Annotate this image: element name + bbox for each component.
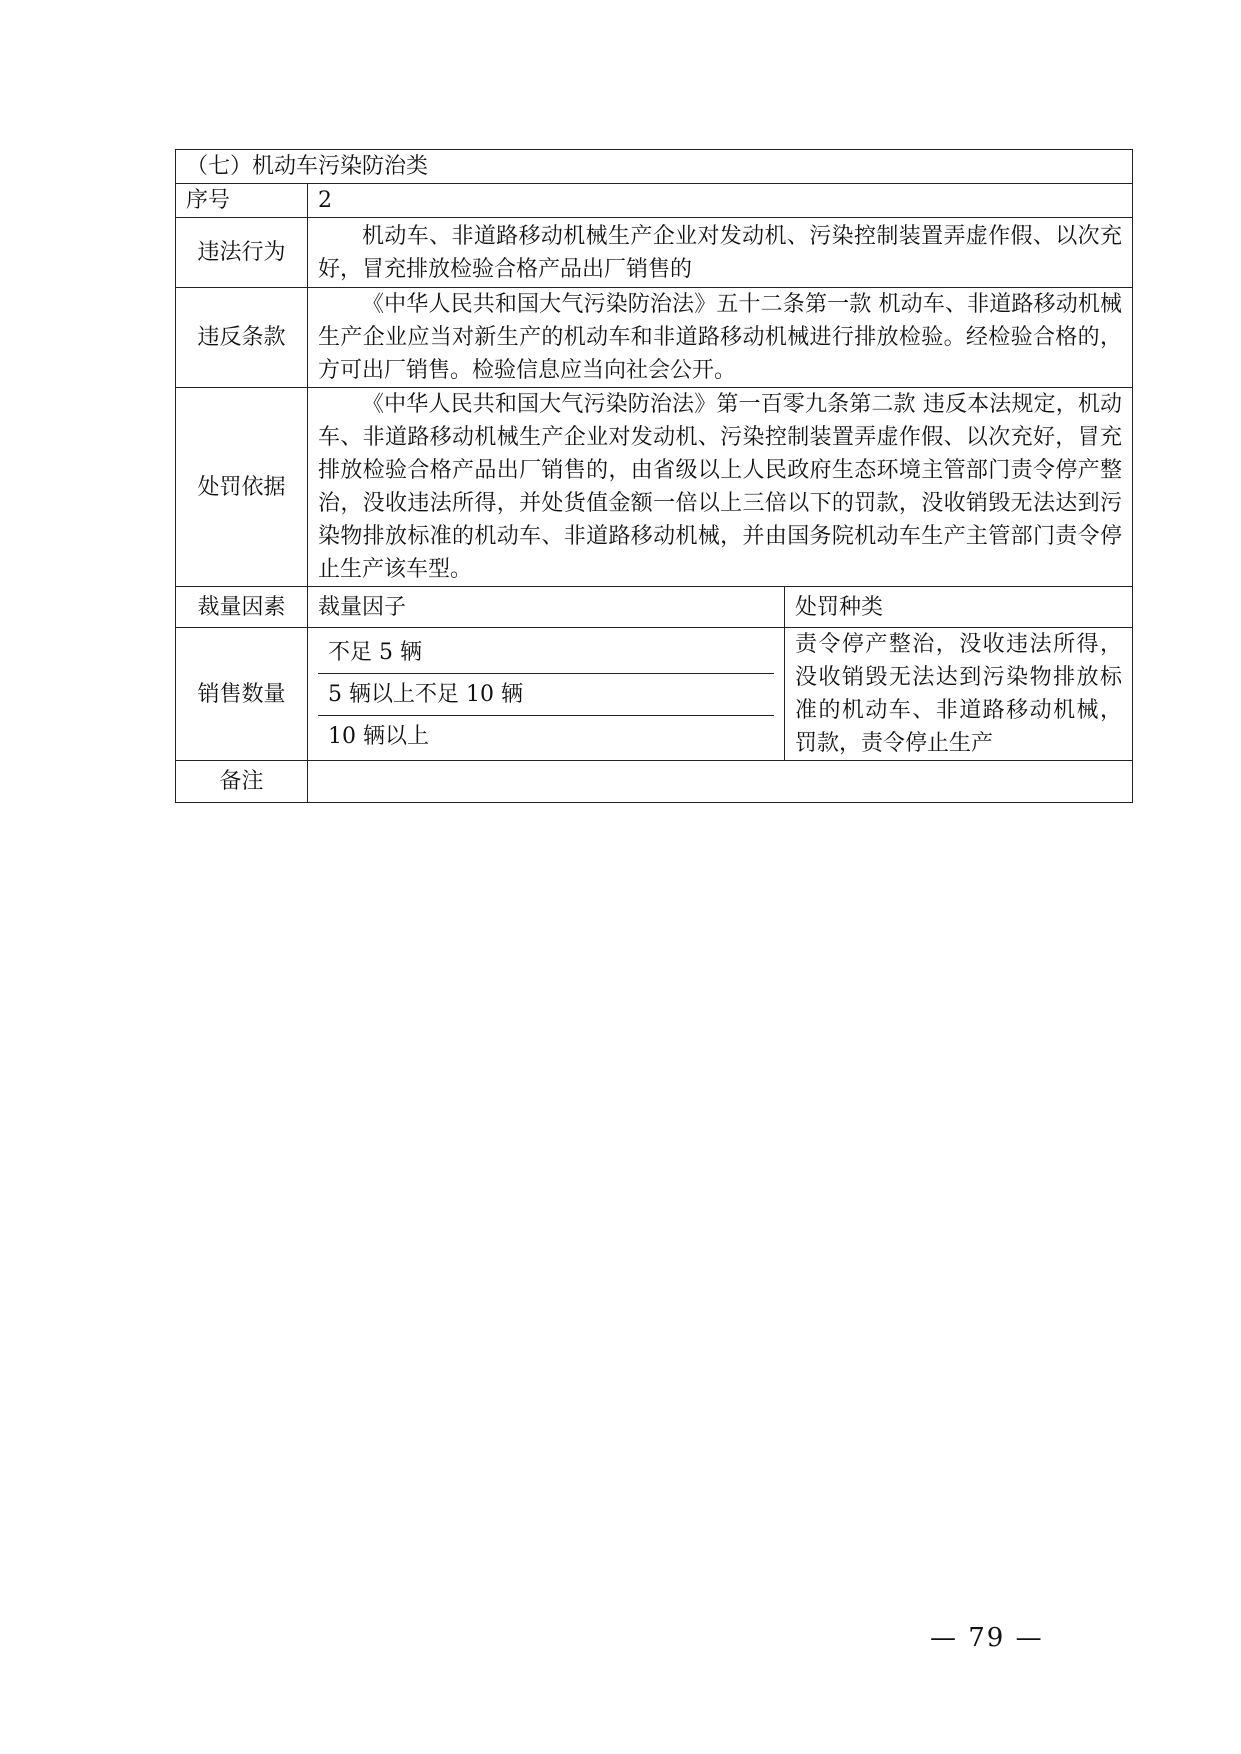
seq-value: 2 bbox=[308, 184, 1133, 218]
discretion-factor-header: 裁量因子 bbox=[308, 587, 785, 628]
discretion-label: 裁量因素 bbox=[176, 587, 308, 628]
penalty-type-header: 处罚种类 bbox=[785, 587, 1133, 628]
section-title: （七）机动车污染防治类 bbox=[176, 150, 1133, 184]
sales-factor-item: 5 辆以上不足 10 辆 bbox=[318, 673, 774, 715]
remarks-value bbox=[308, 761, 1133, 803]
violation-label: 违法行为 bbox=[176, 218, 308, 288]
basis-label: 处罚依据 bbox=[176, 388, 308, 587]
sales-label: 销售数量 bbox=[176, 628, 308, 761]
violation-value: 机动车、非道路移动机械生产企业对发动机、污染控制装置弄虚作假、以次充好，冒充排放检验合格产品出厂销售的 bbox=[308, 218, 1133, 288]
page-number: — 79 — bbox=[930, 1623, 1044, 1653]
seq-label: 序号 bbox=[176, 184, 308, 218]
clause-value: 《中华人民共和国大气污染防治法》五十二条第一款 机动车、非道路移动机械生产企业应当对新生产的机动车和非道路移动机械进行排放检验。经检验合格的，方可出厂销售。检验信息应当向社会公开。 bbox=[308, 288, 1133, 388]
sales-factor-item: 不足 5 辆 bbox=[328, 639, 422, 665]
penalty-table bbox=[175, 149, 1133, 803]
sales-factors-cell bbox=[308, 628, 785, 761]
sales-penalty: 责令停产整治，没收违法所得，没收销毁无法达到污染物排放标准的机动车、非道路移动机械，罚款，责令停止生产 bbox=[785, 628, 1133, 761]
clause-label: 违反条款 bbox=[176, 288, 308, 388]
basis-value: 《中华人民共和国大气污染防治法》第一百零九条第二款 违反本法规定，机动车、非道路移动机械生产企业对发动机、污染控制装置弄虚作假、以次充好，冒充排放检验合格产品出厂销售的，由省级以上人民政府生态环境主管部门责令停产整治，没收违法所得，并处货值金额一倍以上三倍以下的罚款，没收销毁无法达到污染物排放标准的机动车、非道路移动机械，并由国务院机动车生产主管部门责令停止生产该车型。 bbox=[308, 388, 1133, 587]
sales-factors-list bbox=[318, 632, 774, 757]
remarks-label: 备注 bbox=[176, 761, 308, 803]
sales-factor-item: 10 辆以上 bbox=[318, 715, 774, 757]
